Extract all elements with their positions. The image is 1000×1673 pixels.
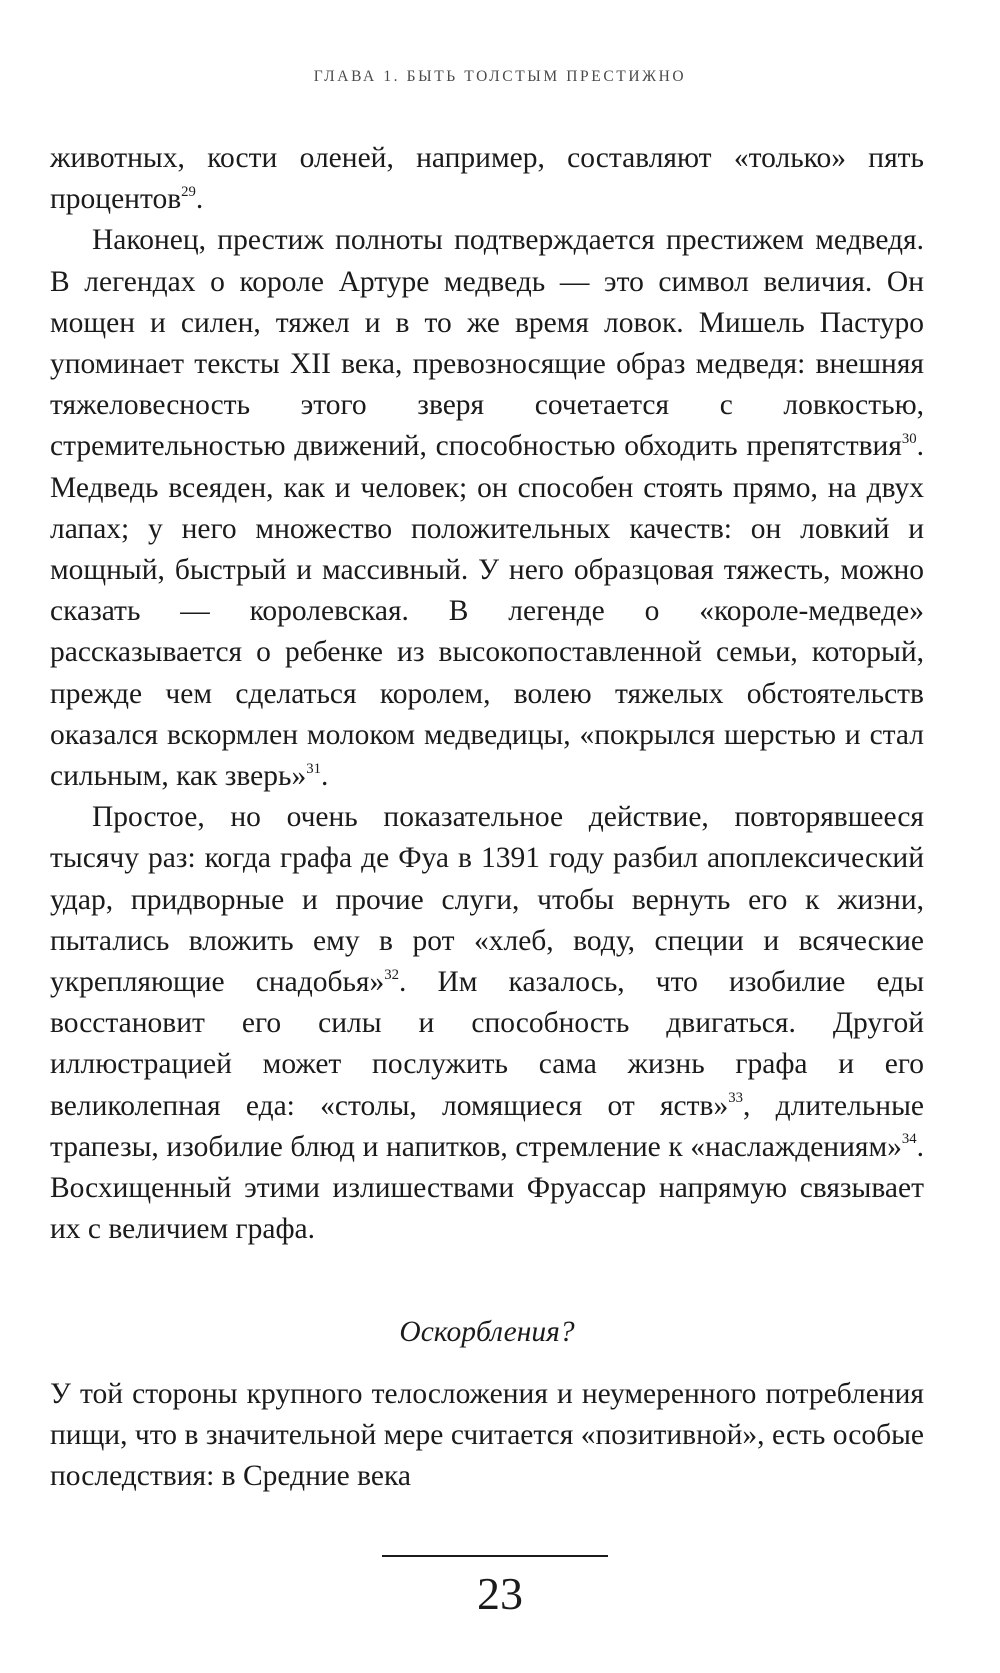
footer-rule (382, 1555, 608, 1557)
paragraph-1 (50, 138, 924, 220)
text-span: . Им казалось, что изобилие еды восстановит его силы и способность двигаться. Другой иллюстрацией может послужить сама жизнь графа и его великолепная еда: «столы, ломящиеся от яств» (50, 966, 925, 1122)
footnote-ref-31[interactable]: 31 (306, 760, 321, 777)
footnote-ref-33[interactable]: 33 (728, 1090, 743, 1107)
text-span: Простое, но очень показательное действие, повторявшееся тысячу раз: когда графа де Фуа в 1391 году разбил апоплексический удар, придворные и прочие слуги, чтобы вернуть его к жизни, пытались вложить ему в рот «хлеб, воду, специи и всяческие укрепляющие снадобья» (50, 801, 924, 999)
section-subheading: Оскорбления? (399, 1316, 575, 1349)
paragraph-4 (50, 1374, 924, 1498)
text-span: . (320, 760, 329, 793)
text-span: животных, кости оленей, например, составляют «только» пять процентов (50, 142, 924, 216)
footnote-ref-29[interactable]: 29 (181, 183, 196, 200)
footnote-ref-32[interactable]: 32 (384, 966, 400, 983)
text-span: У той стороны крупного телосложения и неумеренного потребления пищи, что в значительной мере считается «позитивной», есть особые последствия: в Средние века (50, 1377, 924, 1493)
text-span: Наконец, престиж полноты подтверждается престижем медведя. В легендах о короле Артуре медведь — это символ величия. Он мощен и силен, тяжел и в то же время ловок. Мишель Пастуро упоминает тексты XII века, превозносящие образ медведя: внешняя тяжеловесность этого зверя сочетается с ловкостью, стремительностью движений, способностью обходить препятствия (50, 224, 924, 463)
text-span: . Восхищенный этими излишествами Фруассар напрямую связывает их с величием графа. (50, 1130, 924, 1246)
footnote-ref-30[interactable]: 30 (901, 430, 917, 447)
paragraph-2 (50, 220, 924, 797)
text-span: , длительные трапезы, изобилие блюд и напитков, стремление к «наслаждениям» (50, 1089, 924, 1163)
footnote-ref-34[interactable]: 34 (901, 1131, 917, 1148)
text-span: . (195, 183, 204, 216)
body-text (50, 138, 924, 1497)
running-head: ГЛАВА 1. БЫТЬ ТОЛСТЫМ ПРЕСТИЖНО (313, 68, 687, 85)
paragraph-3 (50, 797, 924, 1250)
page-number: 23 (477, 1568, 523, 1619)
text-span: . Медведь всеяден, как и человек; он способен стоять прямо, на двух лапах; у него множество положительных качеств: он ловкий и мощный, быстрый и массивный. У него образцовая тяжесть, можно сказать — королевская. В легенде о «короле-медведе» рассказывается о ребенке из высокопоставленной семьи, который, прежде чем сделаться королем, волею тяжелых обстоятельств оказался вскормлен молоком медведицы, «покрылся шерстью и стал сильным, как зверь» (50, 430, 924, 793)
